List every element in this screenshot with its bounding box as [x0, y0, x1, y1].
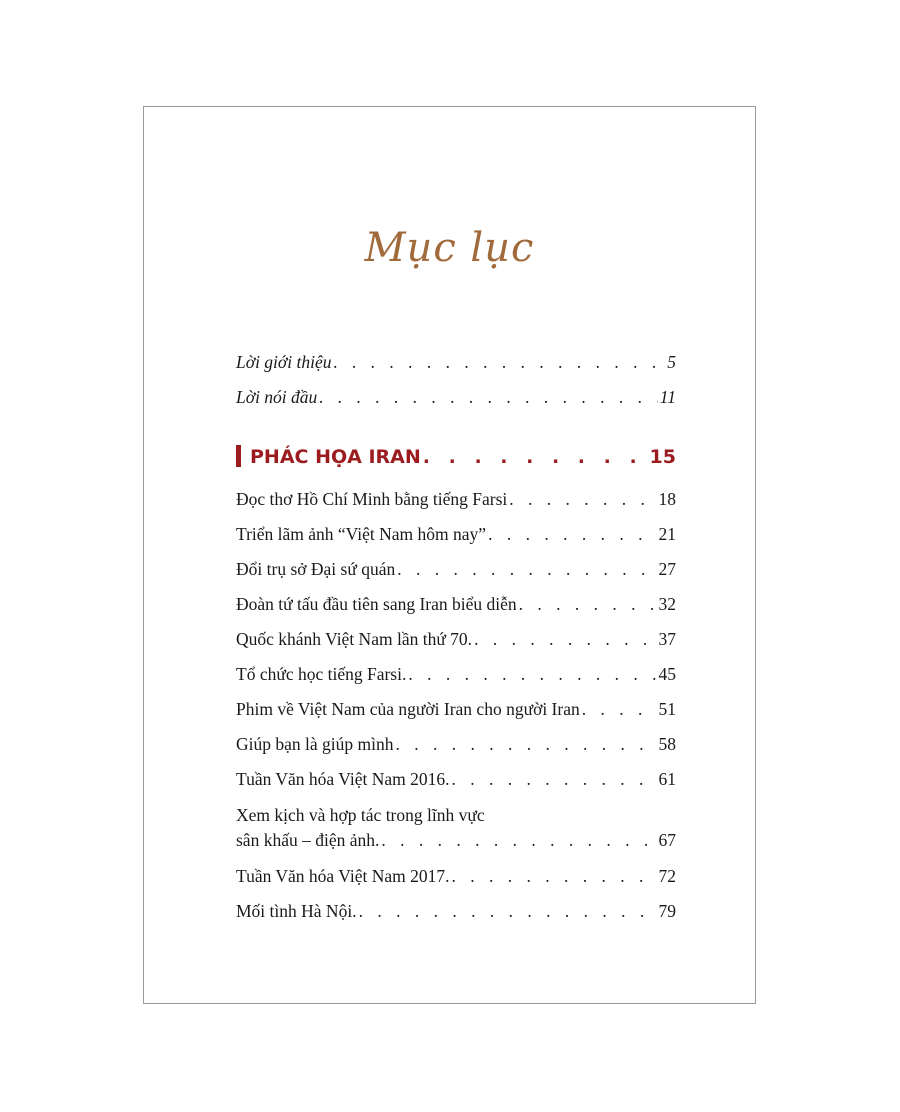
toc-entry: Phim về Việt Nam của người Iran cho người Iran . . . 51 — [236, 698, 676, 720]
toc-entry: sân khấu – điện ảnh. . . . 67 — [236, 829, 676, 851]
dot-leader — [451, 768, 656, 790]
toc-entry: Quốc khánh Việt Nam lần thứ 70. . . . 37 — [236, 628, 676, 650]
dot-leader — [395, 733, 656, 755]
dot-leader — [488, 523, 656, 545]
toc-entry: Triển lãm ảnh “Việt Nam hôm nay” . . . 21 — [236, 523, 676, 545]
section-bar-marker — [236, 445, 241, 467]
dot-leader — [334, 351, 666, 373]
section-label: PHÁC HỌA IRAN — [236, 441, 421, 468]
dot-leader — [319, 386, 658, 408]
toc-entry-first-line: Xem kịch và hợp tác trong lĩnh vực — [236, 805, 485, 825]
dot-leader — [451, 865, 656, 887]
toc-entry: Đọc thơ Hồ Chí Minh bằng tiếng Farsi . . . 18 — [236, 488, 676, 510]
toc-page-number: 11 — [659, 387, 676, 407]
dot-leader — [397, 558, 656, 580]
toc-entry: Tổ chức học tiếng Farsi. . . . 45 — [236, 663, 676, 685]
toc-entry: Đổi trụ sở Đại sứ quán . . . 27 — [236, 558, 676, 580]
dot-leader — [359, 900, 657, 922]
toc-entry: Giúp bạn là giúp mình . . . 58 — [236, 733, 676, 755]
dot-leader — [582, 698, 657, 720]
toc-page-number: 15 — [649, 446, 676, 468]
toc-entry: Tuần Văn hóa Việt Nam 2016. . . . 61 — [236, 768, 676, 790]
toc-entry-label: Lời giới thiệu — [236, 352, 332, 372]
toc-section-heading — [236, 441, 676, 468]
dot-leader — [423, 446, 648, 468]
dot-leader — [519, 593, 657, 615]
toc-entry: Mối tình Hà Nội. . . . 79 — [236, 900, 676, 922]
toc-entry-label: Lời nói đầu — [236, 387, 318, 407]
dot-leader — [381, 829, 656, 851]
toc-entry-front-2 — [236, 386, 676, 408]
dot-leader — [474, 628, 656, 650]
toc-page-number: 5 — [667, 352, 676, 372]
toc-entry-front-1 — [236, 351, 676, 373]
toc-entry: Đoàn tứ tấu đầu tiên sang Iran biểu diễn . . . 32 — [236, 593, 676, 615]
dot-leader — [408, 663, 656, 685]
dot-leader — [509, 488, 656, 510]
book-page — [143, 106, 756, 1004]
toc-entry: Tuần Văn hóa Việt Nam 2017. . . . 72 — [236, 865, 676, 887]
page-title: Mục lục — [364, 225, 535, 271]
